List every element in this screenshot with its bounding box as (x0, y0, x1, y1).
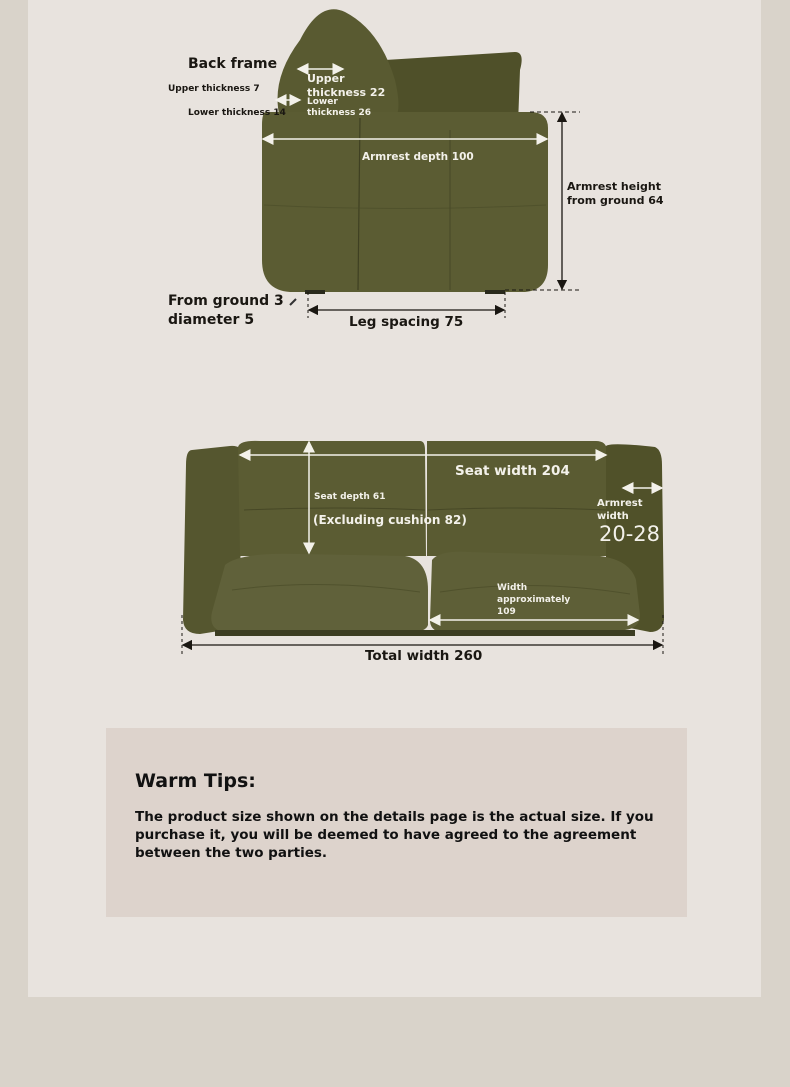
armrest-width-label (597, 497, 643, 523)
cushion-width-line1: Width (497, 583, 528, 593)
leg-spacing-label: Leg spacing 75 (349, 314, 464, 330)
armrest-width-value: 20-28 (599, 522, 661, 546)
armrest-height-line2: from ground 64 (567, 194, 664, 207)
lower-thickness-26-label: Lower thickness 26 (307, 97, 371, 118)
seat-width-label: Seat width 204 (455, 463, 570, 479)
armrest-depth-label: Armrest depth 100 (362, 151, 474, 163)
cushion-width-label (497, 582, 570, 618)
total-width-label: Total width 260 (365, 648, 483, 664)
cushion-width-line3: 109 (497, 607, 516, 617)
seat-depth-label: Seat depth 61 (314, 492, 386, 502)
warm-tips-body: The product size shown on the details page is the actual size. If you purchase it, you will be deemed to have agreed to the agreement between the two parties. (135, 809, 654, 861)
armrest-width-line2: width (597, 511, 629, 522)
warm-tips-box (106, 728, 687, 917)
leg-diameter-line: diameter 5 (168, 312, 255, 328)
lower-thickness-14-label: Lower thickness 14 (188, 108, 286, 118)
armrest-width-line1: Armrest (597, 498, 643, 509)
warm-tips-title: Warm Tips: (135, 770, 256, 792)
cushion-width-line2: approximately (497, 595, 571, 605)
excluding-cushion-label: (Excluding cushion 82) (313, 513, 467, 527)
leg-info-label (168, 292, 284, 330)
upper-thickness-7-label: Upper thickness 7 (168, 84, 260, 94)
leg-height-line: From ground 3 (168, 293, 284, 309)
back-frame-label: Back frame (188, 56, 278, 72)
armrest-height-line1: Armrest height (567, 180, 661, 193)
upper-thickness-22-label: Upper thickness 22 (307, 72, 386, 99)
armrest-height-label (567, 180, 664, 208)
